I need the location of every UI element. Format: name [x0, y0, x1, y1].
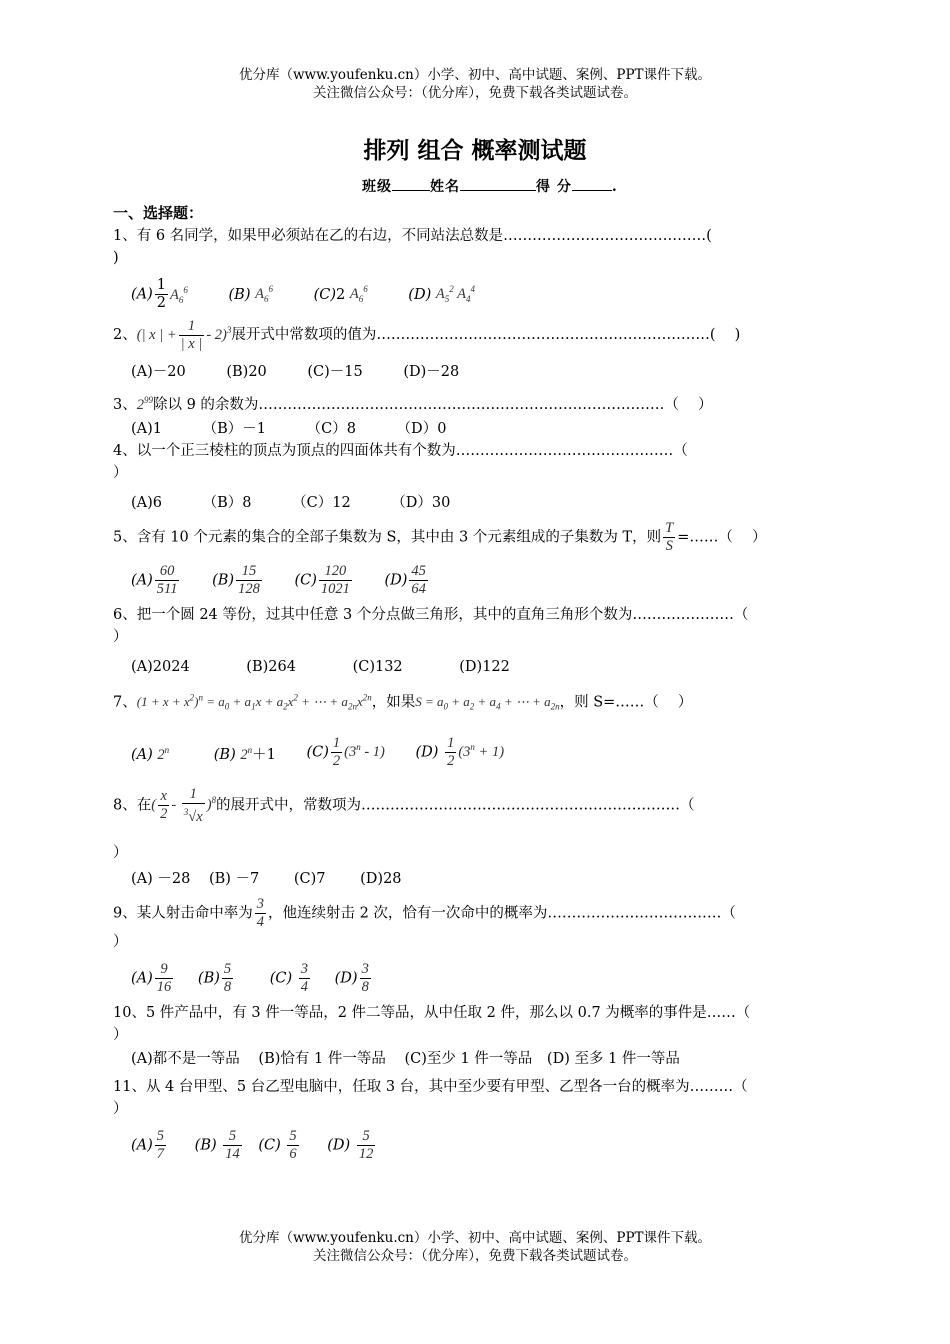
q9-option-b: (B) $\frac{5}{8}$ — [197, 960, 232, 995]
question-7-options — [131, 735, 840, 770]
question-9-mid: ，他连续射击 2 次，恰有一次命中的概率为………………………………（ — [267, 905, 736, 922]
q1-option-d: (D) $A_5^2$ $A_4^4$ — [408, 284, 475, 305]
q5-option-a: (A) $\frac{60}{511}$ — [131, 562, 178, 597]
q10-option-a: (A)都不是一等品 — [131, 1050, 240, 1067]
section-heading: 一、选择题： — [113, 204, 204, 222]
question-7-prefix: 7、 — [113, 694, 137, 711]
question-10-stem: 10、5 件产品中，有 3 件一等品，2 件二等品，从中任取 2 件，那么以 0.7 为概率的事件是……（ — [113, 1004, 751, 1021]
question-8-expression: ( $\frac{x}{2}$ - $\frac{1}{^3√x}$ )$^8$ — [151, 785, 217, 825]
q8-option-a: (A) －28 — [131, 870, 191, 887]
q7-option-a: (A) 2$^n$ — [131, 744, 170, 763]
question-5-options — [131, 563, 840, 598]
question-11-options — [131, 1128, 840, 1163]
q8-option-d: (D)28 — [360, 870, 402, 887]
q5-option-d: (D) $\frac{45}{64}$ — [384, 562, 426, 597]
q9-option-d: (D) $\frac{3}{8}$ — [334, 960, 369, 995]
q5-option-b: (B) $\frac{15}{128}$ — [212, 562, 260, 597]
class-blank — [392, 176, 430, 191]
q10-option-b: (B)恰有 1 件一等品 — [258, 1050, 386, 1067]
q6-option-c: (C)132 — [352, 658, 403, 675]
question-9-options — [131, 961, 840, 996]
question-3-prefix: 3、 — [113, 396, 137, 413]
question-2-expression: (| x | + $\frac{1}{| x |}$ - 2)$^3$ — [136, 318, 232, 352]
name-blank — [460, 176, 536, 191]
question-10-options — [131, 1048, 840, 1070]
question-7-tail: ，则 S=……（ ） — [559, 694, 693, 711]
question-6-stem: 6、把一个圆 24 等份，过其中任意 3 个分点做三角形，其中的直角三角形个数为…………………（ — [113, 606, 749, 623]
question-9 — [113, 896, 840, 953]
question-6 — [113, 604, 840, 648]
question-2-stem: 展开式中常数项的值为……………………………………………………………( ) — [231, 326, 741, 343]
q11-option-b: (B) $\frac{5}{14}$ — [194, 1127, 240, 1162]
score-blank — [572, 176, 612, 191]
question-3-expression: $2^{99}$ — [136, 395, 153, 413]
q1-option-a: (A) $\frac{1}{2}$ $A_6^6$ — [131, 277, 188, 311]
q7-option-c: (C) $\frac{1}{2}$ (3$^n$ - 1) — [306, 734, 385, 769]
footer-line-1: 优分库（www.youfenku.cn）小学、初中、高中试题、案例、PPT课件下载。 — [238, 1230, 712, 1246]
question-8-options — [131, 868, 840, 890]
question-8 — [113, 786, 840, 864]
q6-option-a: (A)2024 — [131, 658, 190, 675]
question-3 — [113, 389, 840, 416]
page-header — [0, 66, 950, 102]
q8-option-b: (B) －7 — [208, 870, 260, 887]
info-end: . — [611, 179, 618, 195]
question-1-stem: 1、有 6 名同学，如果甲必须站在乙的右边，不同站法总数是……………………………………( — [113, 228, 712, 244]
question-11-close: ） — [113, 1100, 128, 1117]
q3-option-a: (A)1 — [131, 420, 163, 437]
header-line-1: 优分库（www.youfenku.cn）小学、初中、高中试题、案例、PPT课件下载。 — [238, 67, 712, 83]
q4-option-b: （B）8 — [202, 494, 252, 511]
q9-option-a: (A) $\frac{9}{16}$ — [131, 960, 172, 995]
question-2 — [113, 318, 840, 353]
q3-option-b: （B）－1 — [202, 420, 267, 437]
question-7-mid: ，如果 — [371, 694, 416, 711]
q9-option-c: (C) $\frac{3}{4}$ — [269, 960, 309, 995]
question-11 — [113, 1076, 840, 1120]
question-6-options — [131, 656, 840, 678]
question-5 — [113, 520, 840, 555]
question-9-fraction: $\frac{3}{4}$ — [256, 895, 264, 930]
q4-option-c: （C）12 — [292, 494, 351, 511]
class-label: 班级 — [362, 179, 392, 195]
q4-option-a: (A)6 — [131, 494, 163, 511]
q11-option-a: (A) $\frac{5}{7}$ — [131, 1127, 165, 1162]
q11-option-d: (D) $\frac{5}{12}$ — [327, 1127, 374, 1162]
q6-option-d: (D)122 — [459, 658, 510, 675]
question-7-expression: $(1 + x + x^2)^n = a_0 + a_1x + a_2x^2$ + ⋯ + $a_{2n}x^{2n}$ — [136, 692, 372, 712]
q11-option-c: (C) $\frac{5}{6}$ — [258, 1127, 297, 1162]
question-7-sum: $S = a_0 + a_2 + a_4$ + ⋯ + $a_{2n}$ — [415, 694, 560, 712]
question-11-stem: 11、从 4 台甲型、5 台乙型电脑中，任取 3 台，其中至少要有甲型、乙型各一台的概率为………（ — [113, 1078, 748, 1095]
question-5-tail: =……（ ） — [677, 529, 767, 546]
question-5-stem: 5、含有 10 个元素的集合的全部子集数为 S，其中由 3 个元素组成的子集数为 T，则 — [113, 529, 662, 546]
q8-option-c: (C)7 — [293, 870, 326, 887]
q3-option-d: （D）0 — [396, 420, 447, 437]
q5-option-c: (C) $\frac{120}{1021}$ — [294, 562, 350, 597]
header-line-2: 关注微信公众号：（优分库），免费下载各类试题试卷。 — [313, 85, 637, 101]
question-4 — [113, 440, 840, 484]
q7-option-b: (B) $2^n+1$ — [213, 744, 276, 763]
q7-option-d: (D) $\frac{1}{2}$ $(3^n + 1)$ — [415, 734, 505, 769]
q10-option-d: (D) 至多 1 件一等品 — [546, 1050, 680, 1067]
question-5-fraction: $\frac{T}{S}$ — [665, 519, 674, 554]
question-9-close: ） — [113, 933, 128, 950]
question-4-options — [131, 492, 840, 514]
q2-option-c: (C)－15 — [307, 364, 363, 380]
footer-line-2: 关注微信公众号：（优分库），免费下载各类试题试卷。 — [313, 1248, 637, 1264]
question-1-close: ) — [113, 250, 119, 266]
question-1-options — [131, 277, 840, 312]
score-label: 得 分 — [536, 179, 572, 195]
question-6-close: ） — [113, 628, 128, 645]
q1-option-b: (B) $A_6^6$ — [228, 284, 273, 305]
question-8-stem: 的展开式中，常数项为…………………………………………………………（ — [216, 797, 695, 813]
question-7 — [113, 684, 840, 721]
question-3-stem: 除以 9 的余数为…………………………………………………………………………（ ） — [152, 396, 713, 413]
q10-option-c: (C)至少 1 件一等品 — [404, 1050, 533, 1067]
question-3-options — [131, 418, 840, 440]
q6-option-b: (B)264 — [246, 658, 296, 675]
q2-option-a: (A)－20 — [131, 364, 186, 380]
page-footer — [0, 1229, 950, 1265]
question-1 — [113, 225, 840, 269]
question-9-stem: 9、某人射击命中率为 — [113, 905, 253, 922]
name-label: 姓名 — [430, 179, 460, 195]
q3-option-c: （C）8 — [306, 420, 356, 437]
question-list — [113, 225, 840, 1169]
q2-option-b: (B)20 — [226, 364, 267, 380]
question-10-close: ） — [113, 1026, 128, 1043]
question-8-close: ） — [113, 844, 128, 861]
q2-option-d: (D)－28 — [403, 364, 460, 380]
question-8-prefix: 8、在 — [113, 797, 152, 813]
question-2-prefix: 2、 — [113, 326, 137, 343]
question-2-options — [131, 361, 840, 383]
q4-option-d: （D）30 — [391, 494, 451, 511]
question-4-close: ） — [113, 464, 128, 481]
question-10 — [113, 1002, 840, 1046]
question-4-stem: 4、以一个正三棱柱的顶点为顶点的四面体共有个数为………………………………………（ — [113, 442, 688, 459]
student-info-line — [362, 176, 618, 196]
page-title: 排列 组合 概率测试题 — [363, 138, 587, 164]
q1-option-c: (C)2 $A_6^6$ — [313, 284, 368, 305]
